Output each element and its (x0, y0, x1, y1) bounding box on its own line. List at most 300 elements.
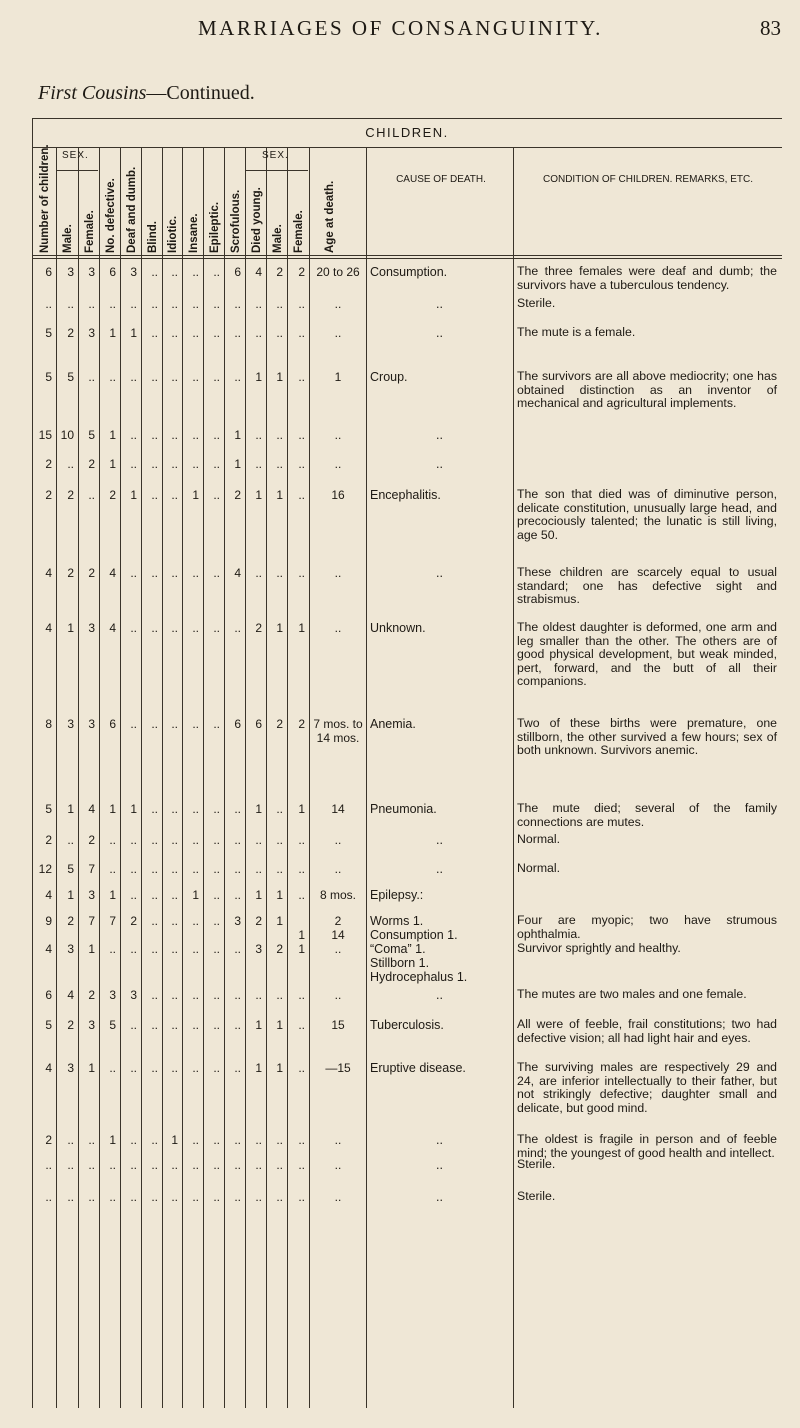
table-cell: .. (298, 833, 305, 847)
table-cell: 1 (276, 1061, 283, 1075)
column-header: Scrofulous. (230, 189, 242, 253)
page-number: 83 (760, 16, 781, 40)
table-cell: .. (255, 988, 262, 1002)
table-cell: 3 (130, 265, 137, 279)
table-cell: 1 (109, 802, 116, 816)
table-cell: .. (88, 1158, 95, 1172)
table-cell: .. (276, 326, 283, 340)
age-cell: .. (334, 457, 342, 471)
age-cell: .. (334, 326, 342, 340)
table-cell: .. (130, 370, 137, 384)
table-cell: .. (298, 297, 305, 311)
remark-cell: Two of these births were premature, one stillborn, the other survived a few hours; sex of both unknown. Survivors anemic. (517, 716, 777, 758)
table-cell: 4 (255, 265, 262, 279)
cause-cell: Eruptive disease. (370, 1061, 466, 1075)
table-cell: .. (151, 428, 158, 442)
table-cell: .. (130, 428, 137, 442)
table-cell: .. (213, 717, 220, 731)
table-cell: 6 (109, 265, 116, 279)
table-cell: .. (67, 1158, 74, 1172)
table-cell: 4 (45, 942, 52, 956)
table-cell: 2 (255, 914, 262, 928)
table-cell: .. (130, 942, 137, 956)
table-cell: .. (255, 862, 262, 876)
table-cell: 2 (276, 942, 283, 956)
table-cell: 6 (255, 717, 262, 731)
table-cell: .. (192, 428, 199, 442)
table-cell: 2 (276, 265, 283, 279)
table-cell: .. (298, 1061, 305, 1075)
table-cell: .. (151, 1133, 158, 1147)
table-cell: .. (151, 370, 158, 384)
table-cell: 3 (130, 988, 137, 1002)
age-cell: .. (334, 621, 342, 635)
cause-cell: .. (436, 862, 443, 876)
table-cell: .. (171, 297, 178, 311)
table-cell: .. (171, 1190, 178, 1204)
age-cell: .. (334, 297, 342, 311)
table-cell: .. (213, 297, 220, 311)
cause-cell: .. (436, 1133, 443, 1147)
table-cell: .. (171, 457, 178, 471)
table-cell: 1 (109, 457, 116, 471)
table-cell: .. (234, 1018, 241, 1032)
table-cell: 5 (109, 1018, 116, 1032)
table-cell: .. (171, 1061, 178, 1075)
table-cell: .. (130, 833, 137, 847)
table-cell: .. (109, 862, 116, 876)
table-cell: .. (151, 888, 158, 902)
table-cell: 1 (276, 370, 283, 384)
table-cell: .. (45, 1190, 52, 1204)
table-cell: .. (151, 265, 158, 279)
column-header: Number of children. (39, 144, 51, 253)
table-cell: .. (213, 1061, 220, 1075)
table-cell: 15 (38, 428, 52, 442)
cause-cell: Pneumonia. (370, 802, 437, 816)
page-header (0, 16, 800, 46)
cause-cell: Anemia. (370, 717, 416, 731)
table-cell: .. (234, 1061, 241, 1075)
table-cell: .. (192, 621, 199, 635)
table-cell: 1 (130, 326, 137, 340)
table-cell: .. (234, 621, 241, 635)
age-cell: 14 (331, 928, 345, 942)
table-cell: .. (213, 457, 220, 471)
table-cell: .. (151, 988, 158, 1002)
table-cell: .. (151, 802, 158, 816)
table-cell: 1 (255, 488, 262, 502)
table-cell: .. (151, 862, 158, 876)
table-cell: .. (171, 265, 178, 279)
table-cell: .. (192, 717, 199, 731)
age-cell: .. (334, 833, 342, 847)
cause-cell: Worms 1. (370, 914, 424, 928)
table-cell: .. (276, 1158, 283, 1172)
table-cell: .. (130, 297, 137, 311)
remark-cell: The mute is a female. (517, 325, 636, 339)
table-cell: .. (298, 1133, 305, 1147)
table-cell: 4 (109, 566, 116, 580)
age-cell: 15 (331, 1018, 345, 1032)
header-bottom-rule-2 (32, 258, 782, 259)
remark-cell: Normal. (517, 832, 561, 846)
table-cell: 1 (255, 1018, 262, 1032)
table-cell: 5 (45, 326, 52, 340)
table-cell: .. (171, 621, 178, 635)
table-cell: 2 (45, 1133, 52, 1147)
remark-cell: The oldest daughter is deformed, one arm and leg smaller than the other. The others are of good physical development, but weak minded, pert, forward, and the butt of all their companions. (517, 620, 777, 689)
table-cell: .. (255, 1190, 262, 1204)
age-cell: .. (334, 566, 342, 580)
table-cell: .. (151, 566, 158, 580)
table-cell: .. (109, 1190, 116, 1204)
cause-cell: Encephalitis. (370, 488, 441, 502)
table-cell: .. (151, 717, 158, 731)
column-header: Female. (293, 210, 305, 253)
table-cell: .. (130, 566, 137, 580)
table-cell: 7 (109, 914, 116, 928)
cause-cell: .. (436, 1190, 443, 1204)
table-cell: 3 (67, 265, 74, 279)
table-cell: 3 (88, 888, 95, 902)
cause-cell: .. (436, 428, 443, 442)
age-cell: .. (334, 1158, 342, 1172)
table-cell: .. (234, 1158, 241, 1172)
table-cell: 6 (234, 717, 241, 731)
table-cell: 1 (109, 888, 116, 902)
table-cell: .. (213, 988, 220, 1002)
table-cell: .. (171, 370, 178, 384)
table-cell: .. (255, 457, 262, 471)
table-cell: .. (234, 326, 241, 340)
table-cell: .. (151, 457, 158, 471)
table-cell: 1 (88, 1061, 95, 1075)
column-header: Female. (84, 210, 96, 253)
cause-cell: Hydrocephalus 1. (370, 970, 468, 984)
table-cell: .. (213, 621, 220, 635)
table-cell: 1 (192, 888, 199, 902)
table-cell: .. (171, 1018, 178, 1032)
table-cell: .. (192, 297, 199, 311)
table-cell: 1 (88, 942, 95, 956)
remark-cell: The survivors are all above mediocrity; one has obtained distinction as an inventor of mechanical and agricultural implements. (517, 369, 777, 411)
table-cell: 12 (38, 862, 52, 876)
table-cell: .. (171, 862, 178, 876)
table-cell: .. (213, 1158, 220, 1172)
table-cell: 2 (67, 914, 74, 928)
table-cell: 2 (88, 833, 95, 847)
table-cell: 3 (88, 326, 95, 340)
table-cell: 5 (67, 862, 74, 876)
table-cell: 9 (45, 914, 52, 928)
table-cell: 5 (45, 802, 52, 816)
table-cell: .. (192, 988, 199, 1002)
table-cell: 6 (45, 265, 52, 279)
table-cell: .. (234, 802, 241, 816)
column-header: Male. (62, 224, 74, 253)
table-cell: .. (234, 988, 241, 1002)
table-cell: 4 (45, 888, 52, 902)
table-cell: .. (213, 428, 220, 442)
header-bottom-rule (32, 255, 782, 256)
table-cell: .. (151, 1018, 158, 1032)
table-cell: .. (109, 370, 116, 384)
table-cell: 6 (234, 265, 241, 279)
table-cell: 1 (255, 370, 262, 384)
table-cell: 1 (109, 1133, 116, 1147)
table-cell: .. (298, 862, 305, 876)
table-cell: .. (171, 326, 178, 340)
table-cell: .. (298, 566, 305, 580)
table-cell: 3 (88, 717, 95, 731)
table-cell: .. (67, 1133, 74, 1147)
table-cell: .. (109, 942, 116, 956)
table-cell: .. (192, 265, 199, 279)
age-cell: .. (334, 862, 342, 876)
table-cell: .. (130, 457, 137, 471)
column-rule (366, 148, 367, 1408)
table-cell: .. (276, 833, 283, 847)
remark-cell: The son that died was of diminutive person, delicate constitution, unusually large head, and precociously talented; the lunatic is still living, age 50. (517, 487, 777, 542)
table-cell: 2 (255, 621, 262, 635)
table-cell: .. (298, 888, 305, 902)
table-cell: 1 (255, 1061, 262, 1075)
column-header: No. defective. (105, 178, 117, 253)
age-cell: 14 (331, 802, 345, 816)
table-cell: .. (151, 488, 158, 502)
table-cell: 5 (45, 1018, 52, 1032)
table-cell: .. (109, 1061, 116, 1075)
table-cell: .. (130, 1018, 137, 1032)
table-cell: 2 (276, 717, 283, 731)
table-cell: .. (298, 1158, 305, 1172)
table-cell: .. (234, 862, 241, 876)
remark-cell: The three females were deaf and dumb; the survivors have a tuberculous tendency. (517, 264, 777, 292)
table-cell: 2 (88, 566, 95, 580)
table-cell: .. (151, 1061, 158, 1075)
table-cell: .. (276, 566, 283, 580)
table-cell: 1 (276, 621, 283, 635)
table-cell: .. (213, 1190, 220, 1204)
remark-cell: The surviving males are respectively 29 and 24, are inferior intellectually to their father, but not strikingly defective; daughter small and delicate, but good mind. (517, 1060, 777, 1115)
table-cell: .. (213, 265, 220, 279)
table-cell: 2 (67, 326, 74, 340)
table-cell: 3 (88, 265, 95, 279)
remark-cell: These children are scarcely equal to usual standard; one has defective sight and strabismus. (517, 565, 777, 607)
age-cell: .. (334, 988, 342, 1002)
remark-cell: Four are myopic; two have strumous ophthalmia. (517, 913, 777, 941)
table-cell: .. (67, 457, 74, 471)
table-cell: .. (213, 833, 220, 847)
table-cell: 7 (88, 862, 95, 876)
table-cell: .. (88, 370, 95, 384)
table-cell: .. (171, 988, 178, 1002)
table-cell: 1 (298, 928, 305, 942)
table-cell: 3 (88, 1018, 95, 1032)
table-cell: .. (298, 988, 305, 1002)
table-cell: 3 (67, 1061, 74, 1075)
table-cell: 3 (109, 988, 116, 1002)
table-cell: 10 (60, 428, 74, 442)
table-cell: .. (151, 1190, 158, 1204)
column-header: Blind. (147, 221, 159, 253)
table-cell: 8 (45, 717, 52, 731)
age-cell: 1 (334, 370, 342, 384)
age-cell: 8 mos. (319, 888, 356, 902)
table-cell: .. (192, 802, 199, 816)
table-cell: 1 (67, 802, 74, 816)
table-subtitle (38, 82, 255, 105)
table-cell: .. (234, 1133, 241, 1147)
table-cell: .. (213, 566, 220, 580)
table-cell: 1 (234, 457, 241, 471)
table-cell: 2 (45, 488, 52, 502)
table-cell: .. (213, 1018, 220, 1032)
table-cell: .. (255, 1158, 262, 1172)
table-cell: .. (276, 457, 283, 471)
table-cell: .. (234, 833, 241, 847)
table-cell: 5 (67, 370, 74, 384)
table-cell: .. (151, 914, 158, 928)
table-cell: .. (88, 297, 95, 311)
table-cell: 2 (45, 833, 52, 847)
table-cell: 1 (109, 428, 116, 442)
cause-cell: .. (436, 457, 443, 471)
table-cell: .. (192, 942, 199, 956)
remark-cell: Sterile. (517, 1157, 556, 1171)
table-cell: 2 (298, 717, 305, 731)
cause-cell: Tuberculosis. (370, 1018, 444, 1032)
table-cell: 2 (45, 457, 52, 471)
age-cell: .. (334, 1133, 342, 1147)
table-cell: .. (151, 621, 158, 635)
table-cell: .. (130, 862, 137, 876)
table-cell: 3 (67, 717, 74, 731)
table-cell: .. (213, 1133, 220, 1147)
table-cell: .. (213, 862, 220, 876)
table-cell: 2 (88, 988, 95, 1002)
table-cell: 4 (109, 621, 116, 635)
table-cell: .. (67, 833, 74, 847)
table-cell: .. (213, 888, 220, 902)
table-cell: .. (298, 1190, 305, 1204)
table-cell: 2 (88, 457, 95, 471)
table-cell: .. (276, 862, 283, 876)
table-cell: 4 (234, 566, 241, 580)
sex-label-2: SEX. (262, 150, 289, 161)
table-cell: .. (234, 942, 241, 956)
cause-cell: .. (436, 1158, 443, 1172)
table-cell: .. (130, 621, 137, 635)
column-header: Male. (272, 224, 284, 253)
table-cell: .. (213, 326, 220, 340)
table-cell: .. (298, 326, 305, 340)
table-cell: 1 (276, 888, 283, 902)
column-header: Epileptic. (209, 201, 221, 253)
cause-cell: .. (436, 326, 443, 340)
table-cell: .. (192, 326, 199, 340)
table-cell: .. (298, 370, 305, 384)
table-cell: 1 (276, 1018, 283, 1032)
table-cell: .. (255, 326, 262, 340)
table-cell: .. (130, 1133, 137, 1147)
cause-cell: “Coma” 1. (370, 942, 426, 956)
table-cell: .. (255, 566, 262, 580)
table-cell: 1 (130, 488, 137, 502)
age-cell: .. (334, 1190, 342, 1204)
table-cell: .. (192, 1190, 199, 1204)
remark-cell: All were of feeble, frail constitutions; two had defective vision; all had light hair and eyes. (517, 1017, 777, 1045)
children-group-title: CHILDREN. (365, 125, 449, 140)
table-cell: .. (276, 1190, 283, 1204)
table-cell: .. (192, 862, 199, 876)
table-cell: .. (88, 1190, 95, 1204)
table-cell: 1 (255, 802, 262, 816)
table-cell: .. (45, 297, 52, 311)
sex-rule (57, 170, 98, 171)
table-cell: .. (192, 1158, 199, 1172)
age-cell: .. (334, 428, 342, 442)
table-cell: .. (130, 888, 137, 902)
table-cell: 2 (298, 265, 305, 279)
table-cell: .. (151, 833, 158, 847)
table-cell: .. (130, 1190, 137, 1204)
column-header: Deaf and dumb. (126, 166, 138, 253)
age-cell: 7 mos. to 14 mos. (313, 717, 363, 745)
table-cell: .. (88, 1133, 95, 1147)
table-cell: 1 (109, 326, 116, 340)
age-cell: .. (334, 942, 342, 956)
column-header: Idiotic. (167, 215, 179, 253)
cause-cell: Croup. (370, 370, 408, 384)
table-cell: .. (151, 326, 158, 340)
table-cell: .. (171, 914, 178, 928)
table-cell: .. (45, 1158, 52, 1172)
cause-cell: Consumption 1. (370, 928, 458, 942)
table-cell: 1 (192, 488, 199, 502)
table-cell: 2 (67, 488, 74, 502)
sex-label: SEX. (62, 150, 89, 161)
table-cell: .. (192, 833, 199, 847)
column-header: Age at death. (324, 180, 336, 253)
table-cell: .. (213, 802, 220, 816)
table-cell: 1 (298, 942, 305, 956)
table-cell: 1 (276, 488, 283, 502)
table-cell: .. (213, 488, 220, 502)
cause-cell: .. (436, 566, 443, 580)
age-cell: 16 (331, 488, 345, 502)
remark-cell: Sterile. (517, 296, 556, 310)
remark-cell: Normal. (517, 861, 561, 875)
table-cell: .. (171, 942, 178, 956)
cause-cell: .. (436, 833, 443, 847)
column-rule (309, 148, 310, 1408)
age-cell: 20 to 26 (316, 265, 360, 279)
table-cell: 2 (67, 1018, 74, 1032)
table-cell: .. (192, 457, 199, 471)
children-rule (32, 147, 782, 148)
table-cell: 3 (67, 942, 74, 956)
table-cell: 4 (45, 566, 52, 580)
table-cell: 3 (255, 942, 262, 956)
cause-cell: Unknown. (370, 621, 426, 635)
column-header: Insane. (188, 213, 200, 253)
table-cell: .. (88, 488, 95, 502)
sex-rule-2 (246, 170, 308, 171)
table-cell: 2 (109, 488, 116, 502)
table-cell: 2 (234, 488, 241, 502)
